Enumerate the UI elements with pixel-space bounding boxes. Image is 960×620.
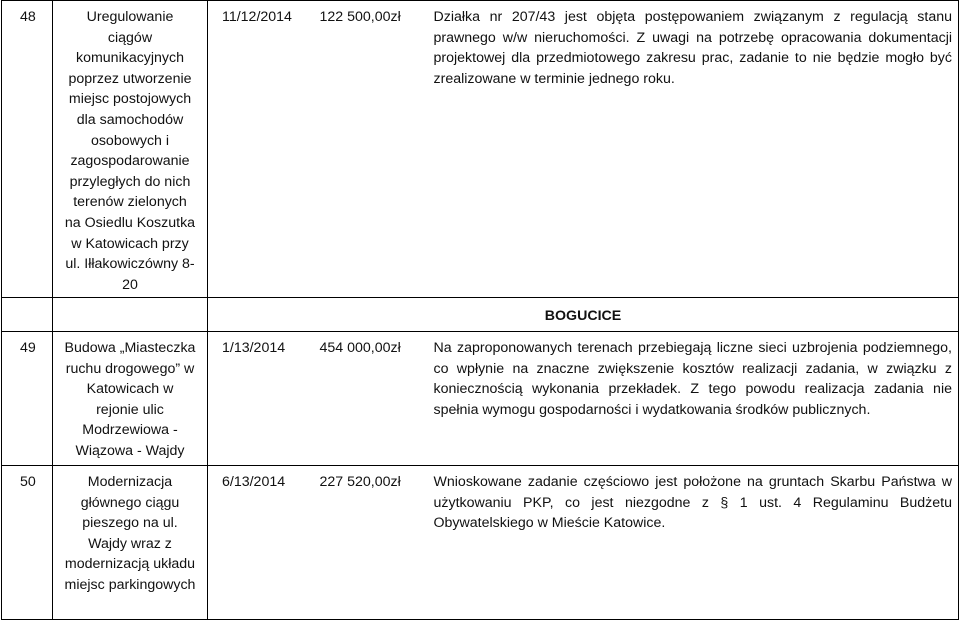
title-line: modernizacją układu xyxy=(64,556,196,573)
date-cell: 11/12/2014 xyxy=(208,1,320,298)
date-cell: 1/13/2014 xyxy=(208,332,320,466)
title-line: Budowa „Miasteczka xyxy=(64,340,196,356)
title-line: na Osiedlu Koszutka xyxy=(64,214,196,231)
table-row xyxy=(2,466,959,620)
section-label-bogucice: BOGUCICE xyxy=(208,298,959,332)
title-line: rejonie ulic xyxy=(96,401,164,418)
title-line: 20 xyxy=(122,276,138,293)
amount-cell: 454 000,00zł xyxy=(320,332,434,466)
title-line: Wajdy wraz z xyxy=(88,535,172,552)
section-row xyxy=(2,298,959,332)
title-line: ul. Iłłakowiczówny 8- xyxy=(65,256,195,273)
description-cell: Na zaproponowanych terenach przebiegają liczne sieci uzbrojenia podziemnego, co wpłynie na znaczne zwiększenie kosztów realizacji zadania, w związku z koniecznością wykonania przekładek. Z tego powodu realizacja zadania nie spełnia wymogu gospodarności i wydatkowania środków publicznych. xyxy=(434,332,959,466)
project-title xyxy=(53,1,208,298)
title-line: głównego ciągu xyxy=(80,494,180,511)
projects-table xyxy=(1,0,959,620)
title-line: Uregulowanie xyxy=(86,9,174,25)
row-number: 48 xyxy=(2,1,53,298)
project-title xyxy=(53,466,208,620)
title-line: przyległych do nich xyxy=(69,173,191,190)
description-cell: Wnioskowane zadanie częściowo jest położone na gruntach Skarbu Państwa w użytkowaniu PKP, co jest niezgodne z § 1 ust. 4 Regulaminu Budżetu Obywatelskiego w Mieście Katowice. xyxy=(434,466,959,620)
row-number: 49 xyxy=(2,332,53,466)
title-line: Wiązowa - Wajdy xyxy=(75,442,185,459)
date-cell: 6/13/2014 xyxy=(208,466,320,620)
title-line: Modernizacja xyxy=(87,474,173,490)
title-line: osobowych i xyxy=(90,132,170,149)
title-line: poprzez utworzenie xyxy=(68,70,192,87)
title-line: miejsc postojowych xyxy=(68,91,192,108)
title-line: zagospodarowanie xyxy=(70,153,190,170)
title-line: terenów zielonych xyxy=(73,194,187,211)
title-line: miejsc parkingowych xyxy=(64,576,196,593)
table-row xyxy=(2,332,959,466)
title-line: dla samochodów xyxy=(76,111,184,128)
section-spacer xyxy=(53,298,208,332)
title-line: pieszego na ul. xyxy=(82,515,178,532)
title-line: Katowicach w xyxy=(86,381,174,398)
row-number: 50 xyxy=(2,466,53,620)
title-line: ciągów xyxy=(107,29,153,46)
description-cell: Działka nr 207/43 jest objęta postępowaniem związanym z regulacją stanu prawnego w/w nieruchomości. Z uwagi na potrzebę opracowania dokumentacji projektowej dla przedmiotowego zakresu prac, zadanie to nie będzie mogło być zrealizowane w terminie jednego roku. xyxy=(434,1,959,298)
amount-cell: 227 520,00zł xyxy=(320,466,434,620)
title-line: ruchu drogowego” w xyxy=(65,360,195,377)
title-line: komunikacyjnych xyxy=(75,50,185,67)
table-row xyxy=(2,1,959,298)
amount-cell: 122 500,00zł xyxy=(320,1,434,298)
title-line: w Katowicach przy xyxy=(71,235,189,252)
section-spacer xyxy=(2,298,53,332)
project-title xyxy=(53,332,208,466)
title-line: Modrzewiowa - xyxy=(82,422,178,439)
